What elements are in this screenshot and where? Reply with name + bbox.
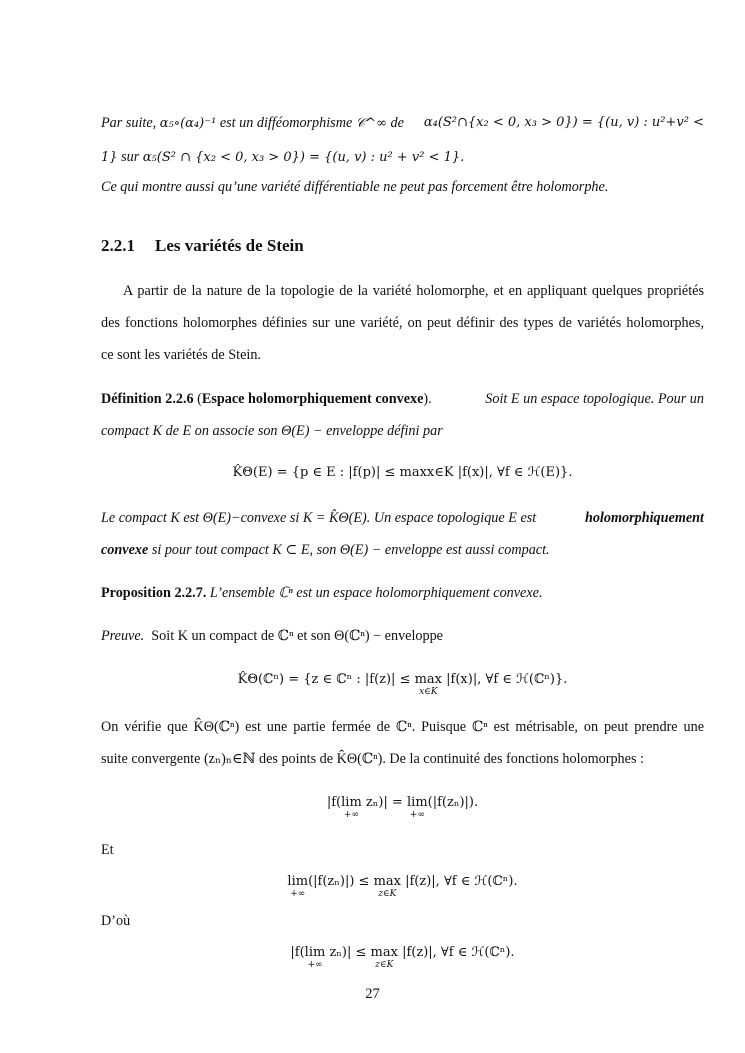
definition-name: Espace holomorphiquement convexe xyxy=(201,391,424,407)
formula-part: lim xyxy=(287,874,309,889)
formula-part: |f(z)|, ∀f ∈ ℋ(ℂⁿ). xyxy=(397,945,515,960)
proof-formula1 xyxy=(101,670,704,697)
formula-subscript: +∞ xyxy=(409,810,425,820)
proof-text: Soit K un compact de ℂⁿ et son Θ(ℂⁿ) − enveloppe xyxy=(151,628,443,644)
definition-term: convexe xyxy=(101,542,149,558)
math-inline: 𝒞^∞ xyxy=(355,116,387,131)
definition-line4 xyxy=(101,540,704,560)
math-inline: α₄(S²∩{x₂ < 0, x₃ > 0}) = {(u, v) : u²+v² < xyxy=(423,115,704,130)
section-number: 2.2.1 xyxy=(101,236,135,255)
para1-line1 xyxy=(101,113,704,134)
formula-part: max xyxy=(414,672,443,687)
lim-operator xyxy=(287,872,309,899)
lim-operator xyxy=(304,943,326,970)
definition-line2: compact K de E on associe son Θ(E) − enveloppe défini par xyxy=(101,423,443,439)
formula-subscript: x∈K xyxy=(419,687,438,697)
section-title: Les variétés de Stein xyxy=(155,236,304,255)
formula-part: lim xyxy=(304,945,326,960)
proposition-text: L’ensemble ℂⁿ est un espace holomorphiquement convexe. xyxy=(209,585,543,601)
formula-part: (|f(zₙ)|) ≤ xyxy=(308,874,374,889)
formula-part: |f(z)|, ∀f ∈ ℋ(ℂⁿ). xyxy=(400,874,518,889)
formula-part: |f( xyxy=(290,945,305,960)
definition-line3 xyxy=(101,508,704,528)
proof-dou: D’où xyxy=(101,913,131,929)
proof-text: On vérifie que K̂Θ(ℂⁿ) est une partie fermée de ℂⁿ. Puisque ℂⁿ est métrisable, on peut prendre une xyxy=(101,719,704,735)
math-inline: α₅(S² ∩ {x₂ < 0, x₃ > 0}) = {(u, v) : u² + v² < 1}. xyxy=(142,150,465,165)
proof-formula3 xyxy=(101,872,704,899)
para1-text: sur xyxy=(117,149,143,165)
definition-label: Définition 2.2.6 xyxy=(101,391,194,407)
formula-part: zₙ)| ≤ xyxy=(325,945,371,960)
section-heading xyxy=(101,236,704,256)
definition-text: Soit E un espace topologique. Pour un xyxy=(485,391,704,407)
formula-part: |f(x)|, ∀f ∈ ℋ(ℂⁿ)}. xyxy=(442,672,568,687)
para1-line3: Ce qui montre aussi qu’une variété différentiable ne peut pas forcement être holomorphe. xyxy=(101,179,609,195)
lim-operator xyxy=(407,793,428,820)
proof-formula4 xyxy=(101,943,704,970)
intro-line2: des fonctions holomorphes définies sur une variété, on peut définir des types de variétés holomorphes, xyxy=(101,315,704,331)
formula-subscript: +∞ xyxy=(307,960,323,970)
formula-part: (|f(zₙ)|). xyxy=(427,795,479,810)
math-inline: 1} xyxy=(101,150,118,165)
proposition xyxy=(101,583,704,603)
lim-operator xyxy=(341,793,362,820)
intro-line1: A partir de la nature de la topologie de la variété holomorphe, et en appliquant quelques propriétés xyxy=(123,283,704,299)
math-inline: α₅∘(α₄)⁻¹ xyxy=(159,116,217,131)
para1-text: est un difféomorphisme xyxy=(216,115,356,131)
formula-part: max xyxy=(373,874,401,889)
formula-subscript: z∈K xyxy=(378,889,397,899)
max-operator xyxy=(373,872,401,899)
definition-formula: K̂Θ(E) = {p ∈ E : |f(p)| ≤ maxx∈K |f(x)|, ∀f ∈ ℋ(E)}. xyxy=(232,465,573,480)
proof-et: Et xyxy=(101,842,114,858)
proof-line2 xyxy=(101,717,704,737)
para1-line2 xyxy=(101,147,704,168)
max-operator xyxy=(414,670,443,697)
formula-part: lim xyxy=(407,795,428,810)
formula-part: lim xyxy=(341,795,362,810)
proof-label: Preuve. xyxy=(101,628,145,644)
proof-line1 xyxy=(101,626,704,646)
formula-subscript: +∞ xyxy=(343,810,359,820)
proposition-label: Proposition 2.2.7. xyxy=(101,585,207,601)
max-operator xyxy=(370,943,398,970)
intro-line3: ce sont les variétés de Stein. xyxy=(101,347,261,363)
definition-term: holomorphiquement xyxy=(584,510,704,526)
para1-text: de xyxy=(387,115,404,131)
page-number: 27 xyxy=(365,986,380,1002)
definition-text: si pour tout compact K ⊂ E, son Θ(E) − enveloppe est aussi compact. xyxy=(151,542,550,558)
formula-subscript: +∞ xyxy=(290,889,306,899)
proof-formula2 xyxy=(101,793,704,820)
formula-part: zₙ)| = xyxy=(361,795,407,810)
definition-line1: Définition 2.2.6 (Espace holomorphiquement convexe). Soit E un espace topologique. Pour un xyxy=(101,391,704,407)
definition-text: Le compact K est Θ(E)−convexe si K = K̂Θ(E). Un espace topologique E est xyxy=(101,510,537,526)
proof-line3: suite convergente (zₙ)ₙ∈ℕ des points de K̂Θ(ℂⁿ). De la continuité des fonctions holomorphes : xyxy=(101,751,644,767)
para1-text: Par suite, xyxy=(101,115,160,131)
formula-subscript: z∈K xyxy=(375,960,394,970)
formula-part: max xyxy=(370,945,398,960)
formula-part: |f( xyxy=(326,795,342,810)
formula-part: K̂Θ(ℂⁿ) = {z ∈ ℂⁿ : |f(z)| ≤ xyxy=(237,672,415,687)
